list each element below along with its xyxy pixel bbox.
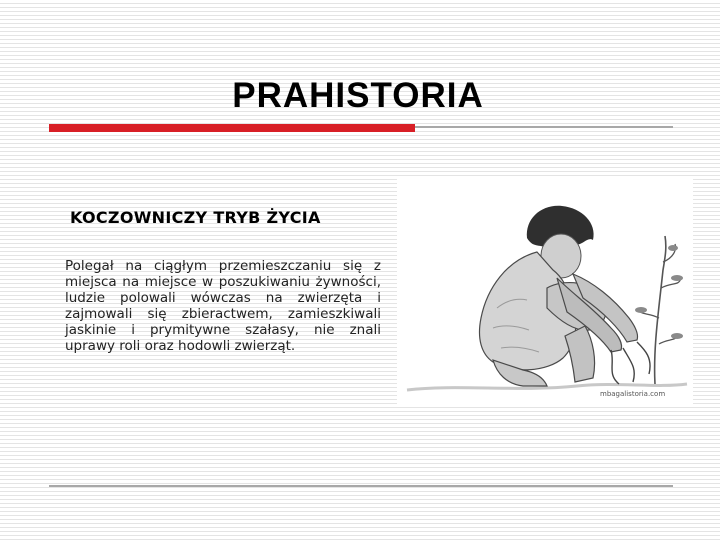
section-heading: KOCZOWNICZY TRYB ŻYCIA — [70, 208, 321, 227]
title-underline-accent — [49, 124, 415, 132]
footer-rule — [49, 485, 673, 487]
body-paragraph: Polegał na ciągłym przemieszczaniu się z miejsca na miejsce w poszukiwaniu żywności, ludzie polowali wówczas na zwierzęta i zajmowali się zbieractwem, zamieszkiwali jaskinie i prymitywne szałasy, nie znali uprawy roli oraz hodowli zwierząt. — [65, 258, 381, 354]
title-underline-rule — [415, 126, 673, 128]
slide-title: PRAHISTORIA — [232, 76, 484, 115]
image-credit: mbagalistoria.com — [600, 390, 666, 398]
prehistoric-man-illustration — [397, 178, 693, 405]
